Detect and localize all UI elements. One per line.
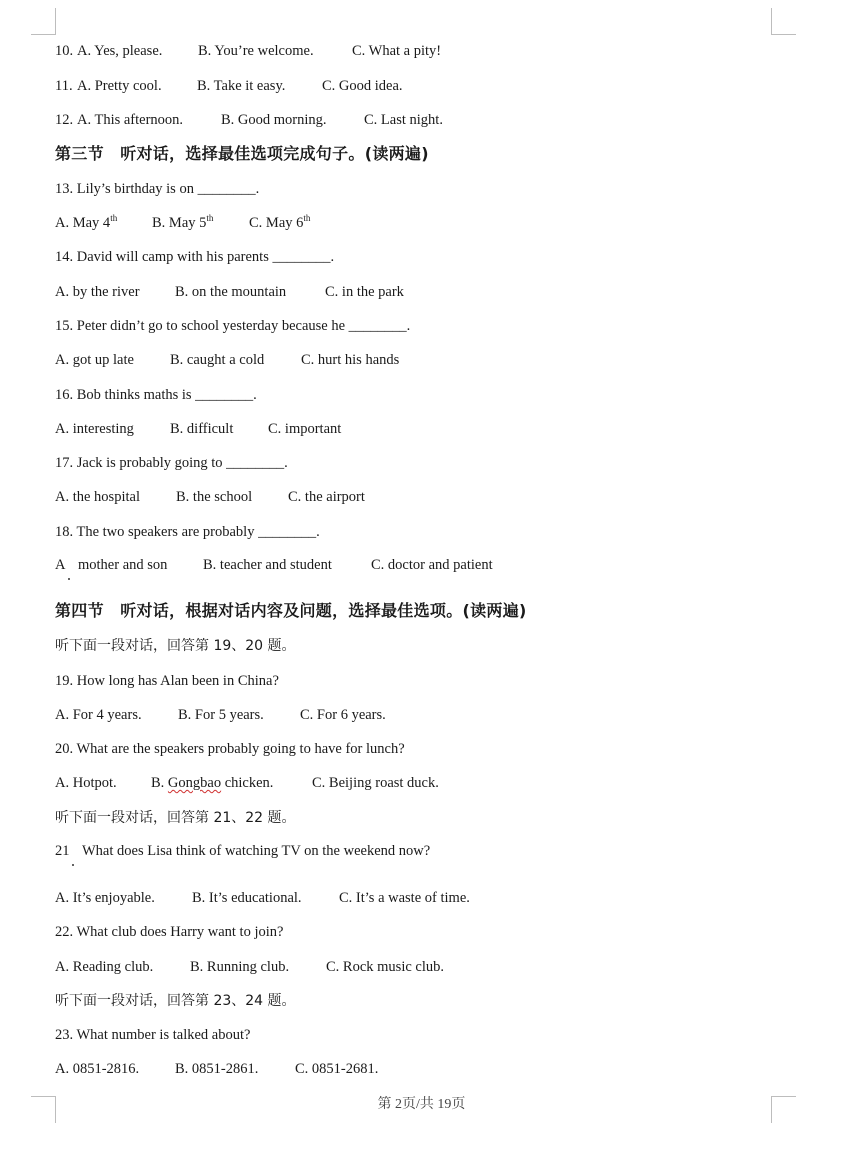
option-c: C. It’s a waste of time. bbox=[339, 890, 470, 906]
option-c: C. important bbox=[268, 421, 342, 437]
section-4-heading: 第四节 听对话，根据对话内容及问题，选择最佳选项。(读两遍) bbox=[55, 601, 527, 620]
option-a: A. Hotpot. bbox=[55, 775, 117, 791]
option-b: B. the school bbox=[176, 489, 253, 505]
question-number: 10. bbox=[55, 43, 74, 59]
option-b: B. Running club. bbox=[190, 959, 290, 975]
dialogue-intro-19-20: 听下面一段对话，回答第 19、20 题。 bbox=[55, 638, 296, 654]
option-a: A. Pretty cool. bbox=[77, 78, 162, 94]
option-a: A. 0851-2816. bbox=[55, 1061, 140, 1077]
section-3-heading: 第三节 听对话，选择最佳选项完成句子。(读两遍) bbox=[55, 144, 429, 163]
option-a: A. Yes, please. bbox=[77, 43, 163, 59]
page-number-footer: 第 2页/共 19页 bbox=[377, 1097, 466, 1112]
crop-mark-top-left bbox=[31, 8, 56, 35]
option-c: C. Last night. bbox=[364, 112, 443, 128]
question-22-stem: 22. What club does Harry want to join? bbox=[55, 924, 284, 940]
option-b: B. You’re welcome. bbox=[198, 43, 314, 59]
option-b: B. Take it easy. bbox=[197, 78, 286, 94]
option-c: C. Beijing roast duck. bbox=[312, 775, 439, 791]
option-c: C. For 6 years. bbox=[300, 707, 386, 723]
option-a: A. Reading club. bbox=[55, 959, 154, 975]
option-a: mother and son bbox=[78, 557, 168, 573]
option-b: B. caught a cold bbox=[170, 352, 265, 368]
stray-dot bbox=[72, 864, 74, 866]
option-a: A. It’s enjoyable. bbox=[55, 890, 155, 906]
option-c: C. What a pity! bbox=[352, 43, 442, 59]
question-18-stem: 18. The two speakers are probably ________. bbox=[55, 524, 320, 540]
option-b: B. on the mountain bbox=[175, 284, 287, 300]
question-20-stem: 20. What are the speakers probably going to have for lunch? bbox=[55, 741, 405, 757]
dialogue-intro-21-22: 听下面一段对话，回答第 21、22 题。 bbox=[55, 810, 296, 826]
question-13-stem: 13. Lily’s birthday is on ________. bbox=[55, 181, 260, 197]
option-b: B. teacher and student bbox=[203, 557, 332, 573]
option-a: A. May 4th bbox=[55, 213, 118, 231]
option-c: C. Rock music club. bbox=[326, 959, 445, 975]
option-a: A. This afternoon. bbox=[77, 112, 184, 128]
question-15-stem: 15. Peter didn’t go to school yesterday because he ________. bbox=[55, 318, 411, 334]
option-a: A. by the river bbox=[55, 284, 140, 300]
option-c: C. the airport bbox=[288, 489, 365, 505]
question-number: 21 bbox=[55, 843, 70, 859]
question-16-stem: 16. Bob thinks maths is ________. bbox=[55, 387, 257, 403]
option-b: B. difficult bbox=[170, 421, 234, 437]
option-a-letter: A bbox=[55, 557, 66, 573]
spellcheck-flagged-word: Gongbao bbox=[167, 775, 222, 791]
option-a: A. got up late bbox=[55, 352, 134, 368]
option-b: B. Good morning. bbox=[221, 112, 327, 128]
crop-mark-top-right bbox=[771, 8, 796, 35]
option-c: C. 0851-2681. bbox=[295, 1061, 379, 1077]
option-a: A. interesting bbox=[55, 421, 134, 437]
question-17-stem: 17. Jack is probably going to ________. bbox=[55, 455, 288, 471]
option-b: B. For 5 years. bbox=[178, 707, 264, 723]
question-19-stem: 19. How long has Alan been in China? bbox=[55, 673, 279, 689]
option-a: A. For 4 years. bbox=[55, 707, 142, 723]
question-14-stem: 14. David will camp with his parents ________. bbox=[55, 249, 335, 265]
question-number: 11. bbox=[55, 78, 73, 94]
option-c: C. in the park bbox=[325, 284, 404, 300]
option-c: C. Good idea. bbox=[322, 78, 403, 94]
option-c: C. doctor and patient bbox=[371, 557, 493, 573]
option-b: B. Gongbao chicken. bbox=[151, 775, 274, 791]
question-number: 12. bbox=[55, 112, 74, 128]
option-b: B. 0851-2861. bbox=[175, 1061, 259, 1077]
option-b: B. It’s educational. bbox=[192, 890, 302, 906]
question-23-stem: 23. What number is talked about? bbox=[55, 1027, 251, 1043]
question-text: What does Lisa think of watching TV on the weekend now? bbox=[82, 843, 431, 859]
stray-dot bbox=[68, 578, 70, 580]
option-a: A. the hospital bbox=[55, 489, 140, 505]
option-b: B. May 5th bbox=[152, 213, 214, 231]
option-c: C. hurt his hands bbox=[301, 352, 400, 368]
dialogue-intro-23-24: 听下面一段对话，回答第 23、24 题。 bbox=[55, 993, 296, 1009]
option-c: C. May 6th bbox=[249, 213, 311, 231]
